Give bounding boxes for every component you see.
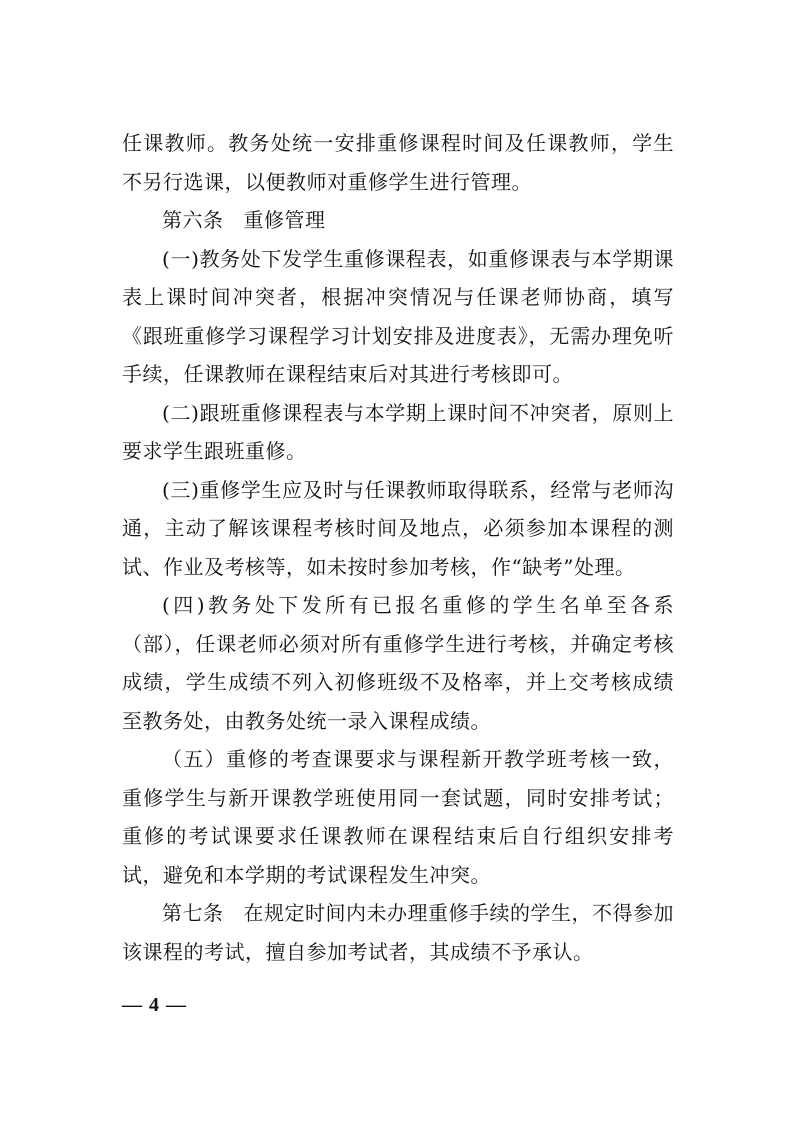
clause-2 (122, 394, 674, 471)
article-title: 重修管理 (243, 208, 326, 232)
article-number: 第六条 (162, 208, 224, 232)
paragraph-continuation (122, 124, 674, 201)
clause-3 (122, 471, 674, 587)
document-body (122, 124, 674, 971)
clause-text: （五）重修的考查课要求与课程新开教学班考核一致，重修学生与新开课教学班使用同一套试题，同时安排考试；重修的考试课要求任课教师在课程结束后自行组织安排考试，避免和本学期的考试课程发生冲突。 (122, 747, 674, 887)
article-number: 第七条 (162, 901, 224, 925)
article-text: 在规定时间内未办理重修手续的学生，不得参加该课程的考试，擅自参加考试者，其成绩不予承认。 (122, 901, 674, 964)
clause-1 (122, 240, 674, 394)
article-7 (122, 894, 674, 971)
clause-4 (122, 586, 674, 740)
paragraph-text: 任课教师。教务处统一安排重修课程时间及任课教师，学生不另行选课，以便教师对重修学生进行管理。 (122, 131, 674, 194)
clause-text: (四)教务处下发所有已报名重修的学生名单至各系（部），任课老师必须对所有重修学生进行考核，并确定考核成绩，学生成绩不列入初修班级不及格率，并上交考核成绩至教务处，由教务处统一录入课程成绩。 (122, 593, 674, 733)
article-6-heading (122, 201, 674, 240)
clause-text: (三)重修学生应及时与任课教师取得联系，经常与老师沟通，主动了解该课程考核时间及地点，必须参加本课程的测试、作业及考核等，如未按时参加考核，作“缺考”处理。 (122, 477, 674, 579)
clause-text: (一)教务处下发学生重修课程表，如重修课表与本学期课表上课时间冲突者，根据冲突情况与任课老师协商，填写《跟班重修学习课程学习计划安排及进度表》，无需办理免听手续，任课教师在课程结束后对其进行考核即可。 (122, 246, 674, 386)
page-number: — 4 — (122, 994, 187, 1016)
clause-text: (二)跟班重修课程表与本学期上课时间不冲突者，原则上要求学生跟班重修。 (122, 400, 674, 463)
clause-5 (122, 740, 674, 894)
